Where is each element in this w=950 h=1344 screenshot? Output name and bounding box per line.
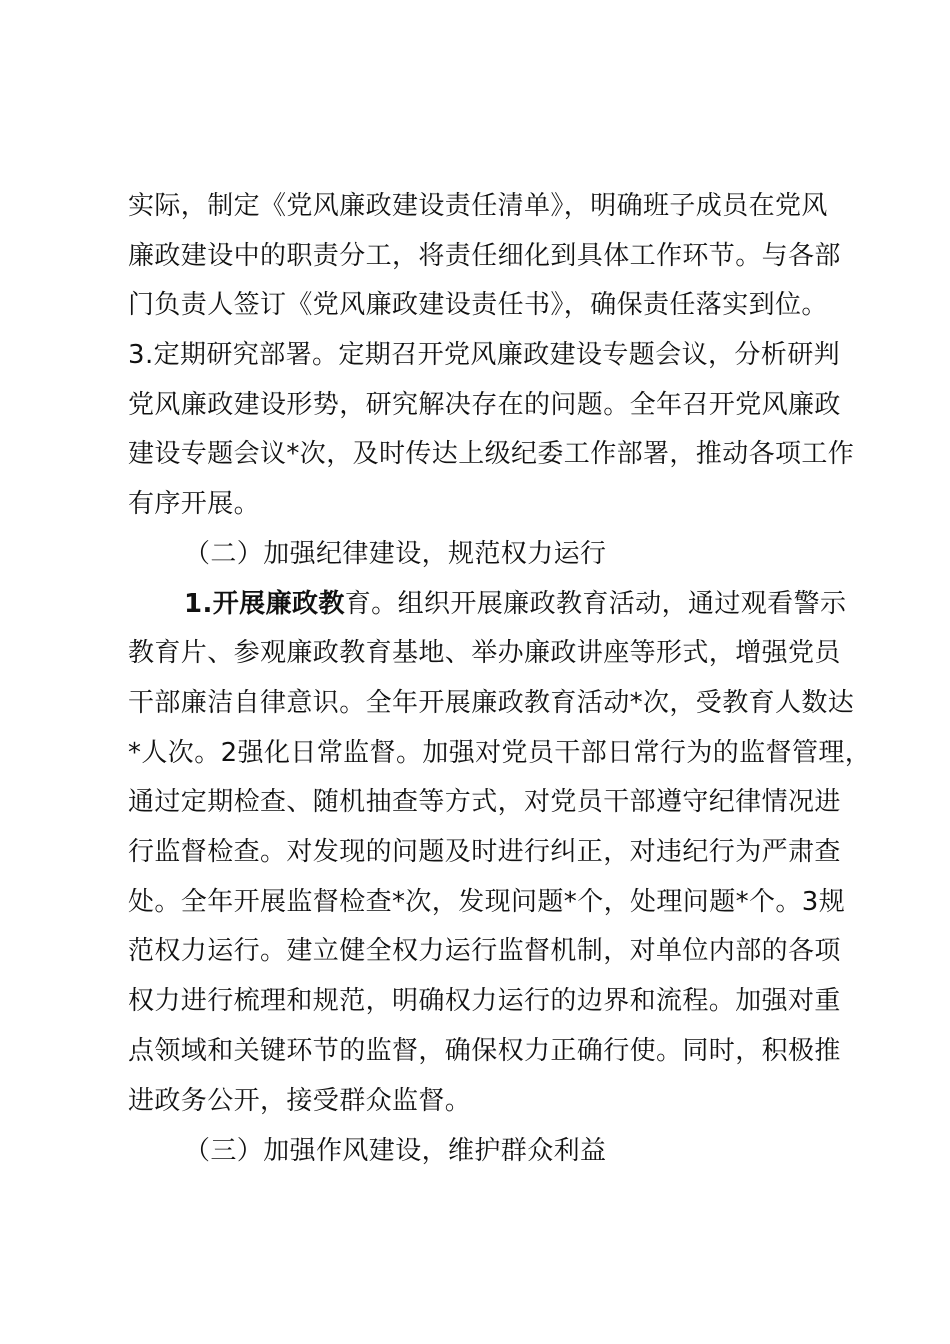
section-2-lead-bold: 1.开展廉政教 [184,589,345,619]
body-text-line: 权力进行梳理和规范，明确权力运行的边界和流程。加强对重 [128,986,841,1016]
body-text-line: *人次。2强化日常监督。加强对党员干部日常行为的监督管理， [128,738,872,768]
section-heading-2: （二）加强纪律建设，规范权力运行 [184,539,607,569]
section-2-lead-line [184,584,846,624]
body-text-line: 点领域和关键环节的监督，确保权力正确行使。同时，积极推 [128,1036,841,1066]
body-text-line: 处。全年开展监督检查*次，发现问题*个，处理问题*个。3规 [128,887,846,917]
body-text-line: 行监督检查。对发现的问题及时进行纠正，对违纪行为严肃查 [128,837,841,867]
body-text-line: 范权力运行。建立健全权力运行监督机制，对单位内部的各项 [128,936,841,966]
section-2-lead-rest: 育。组织开展廉政教育活动，通过观看警示 [344,589,847,619]
body-text-line: 进政务公开，接受群众监督。 [128,1086,472,1116]
body-text-line: 3.定期研究部署。定期召开党风廉政建设专题会议，分析研判 [128,340,841,370]
body-text-line: 廉政建设中的职责分工，将责任细化到具体工作环节。与各部 [128,241,841,271]
body-text-line: 实际，制定《党风廉政建设责任清单》，明确班子成员在党风 [128,191,828,221]
body-text-line: 门负责人签订《党风廉政建设责任书》，确保责任落实到位。 [128,290,828,320]
section-heading-3: （三）加强作风建设，维护群众利益 [184,1136,607,1166]
body-text-line: 通过定期检查、随机抽查等方式，对党员干部遵守纪律情况进 [128,787,841,817]
body-text-line: 有序开展。 [128,489,261,519]
body-text-line: 党风廉政建设形势，研究解决存在的问题。全年召开党风廉政 [128,390,841,420]
body-text-line: 教育片、参观廉政教育基地、举办廉政讲座等形式，增强党员 [128,638,841,668]
body-text-line: 建设专题会议*次，及时传达上级纪委工作部署，推动各项工作 [128,439,855,469]
body-text-line: 干部廉洁自律意识。全年开展廉政教育活动*次，受教育人数达 [128,688,855,718]
